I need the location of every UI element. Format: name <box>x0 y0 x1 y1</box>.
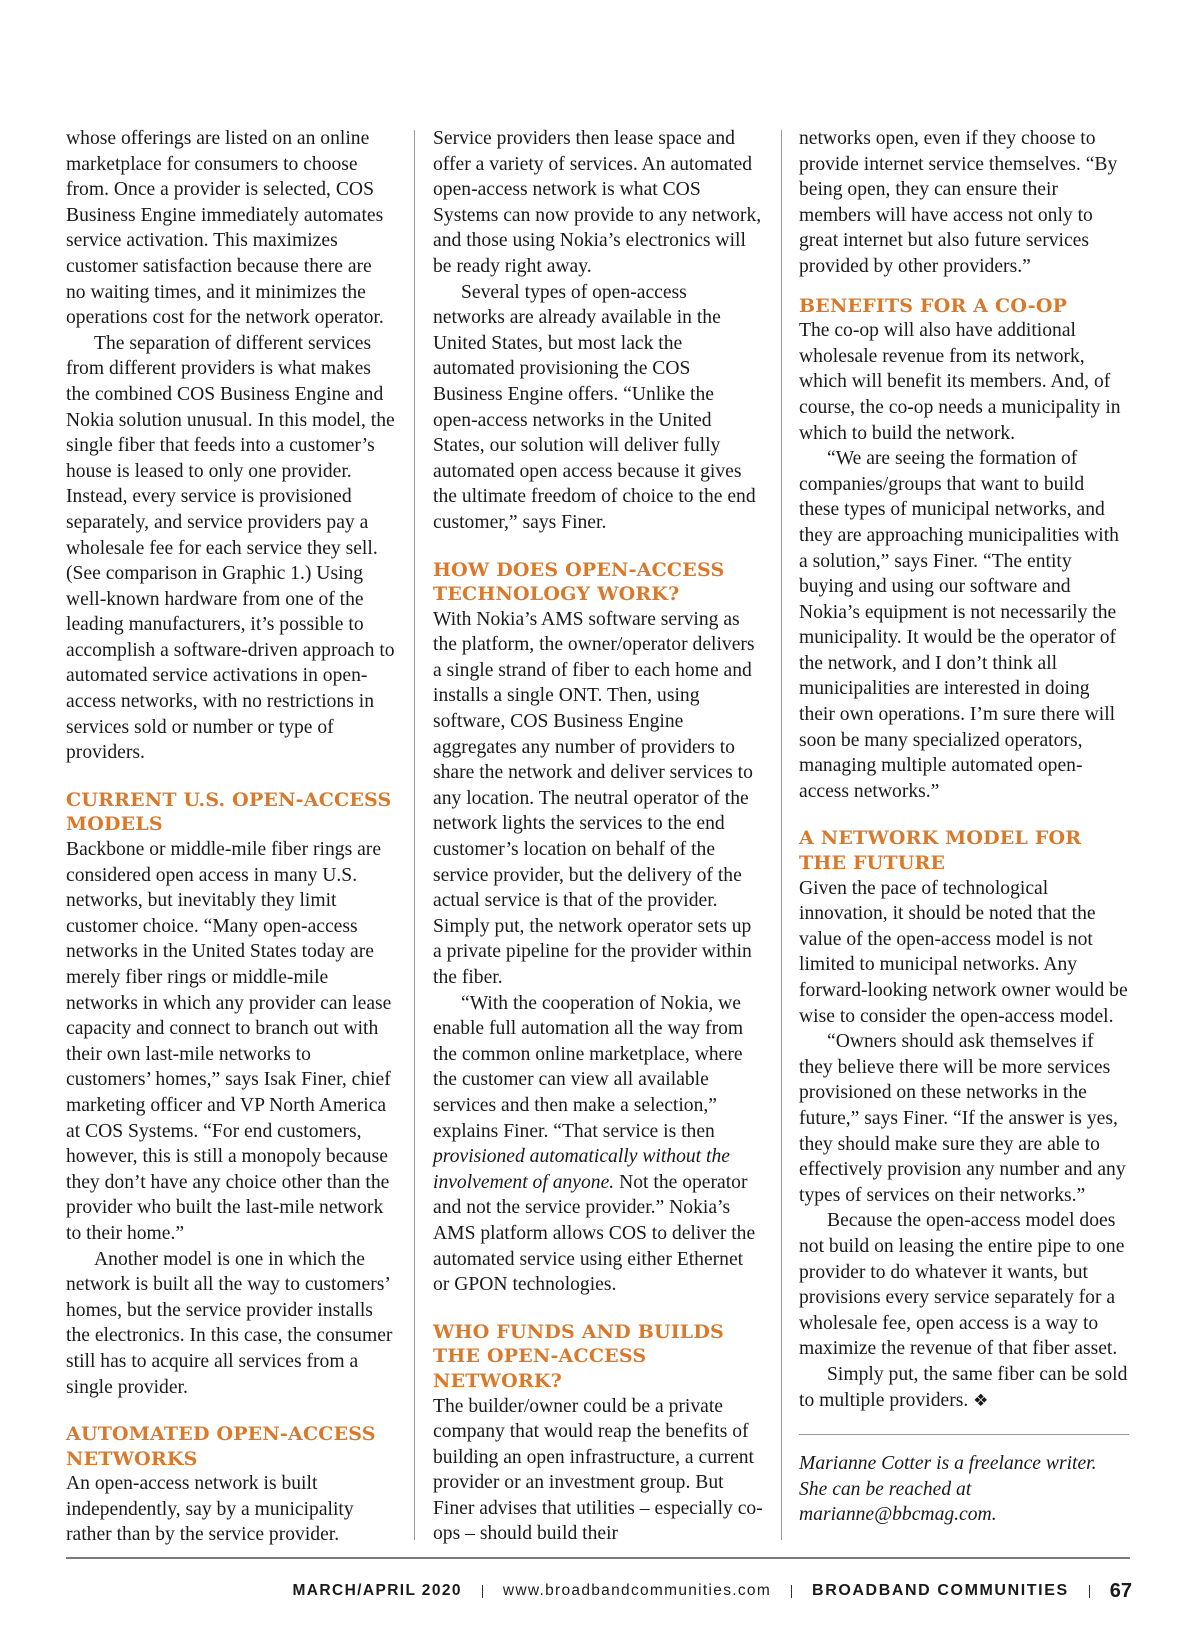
article-column-1 <box>66 126 396 1548</box>
paragraph: Backbone or middle-mile fiber rings are considered open access in many U.S. networks, but inevitably they limit customer choice. “Many open-access networks in the United States today are merely fiber rings or middle-mile networks in which any provider can lease capacity and connect to branch out with their own last-mile networks to customers’ homes,” says Isak Finer, chief marketing officer and VP North America at COS Systems. “For end customers, however, this is still a monopoly because they don’t have any choice other than the provider who built the last-mile network to their home.” <box>66 839 392 1244</box>
section-heading: AUTOMATED OPEN-ACCESS NETWORKS <box>66 1423 376 1470</box>
article-column-2 <box>433 126 763 1547</box>
paragraph: With Nokia’s AMS software serving as the platform, the owner/operator delivers a single strand of fiber to each home and installs a single ONT. Then, using software, COS Business Engine aggregates any number of providers to share the network and deliver services to any location. The neutral operator of the network lights the services to the end customer’s location on behalf of the service provider, but the delivery of the actual service is that of the provider. Simply put, the network operator sets up a private pipeline for the provider within the fiber. <box>433 608 755 988</box>
paragraph: Service providers then lease space and offer a variety of services. An automated open-access network is what COS Systems can now provide to any network, and those using Nokia’s electronics will be ready right away. <box>433 128 762 277</box>
paragraph: Another model is one in which the network is built all the way to customers’ homes, but the service provider installs the electronics. In this case, the consumer still has to acquire all services from a single provider. <box>66 1248 393 1398</box>
paragraph: “Owners should ask themselves if they believe there will be more services provisioned on these networks in the future,” says Finer. “If the answer is yes, they should make sure they are able to effectively provision any number and any types of services on their networks.” <box>799 1031 1126 1206</box>
page-number: 67 <box>1109 1579 1132 1602</box>
footer-divider <box>66 1557 1130 1559</box>
section-heading: HOW DOES OPEN-ACCESS TECHNOLOGY WORK? <box>433 558 725 606</box>
section-heading: WHO FUNDS AND BUILDS THE OPEN-ACCESS NETWORK? <box>433 1320 724 1392</box>
issue-date: MARCH/APRIL 2020 <box>292 1582 462 1599</box>
article-column-3 <box>799 126 1129 1528</box>
paragraph: networks open, even if they choose to provide internet service themselves. “By being open, they can ensure their members will have access not only to great internet but also future services provided by other providers.” <box>799 128 1118 277</box>
paragraph <box>799 1362 1129 1414</box>
section-heading: A NETWORK MODEL FOR THE FUTURE <box>799 827 1082 875</box>
paragraph-text: Not the operator and not the service provider.” Nokia’s AMS platform allows COS to deliver the automated service using either Ethernet or GPON technologies. <box>433 1171 756 1296</box>
author-bio: Marianne Cotter is a freelance writer. She can be reached at marianne@bbcmag.com. <box>799 1453 1097 1526</box>
section-heading: CURRENT U.S. OPEN-ACCESS MODELS <box>66 788 392 836</box>
footer-separator <box>482 1585 483 1598</box>
bio-divider <box>799 1434 1129 1435</box>
paragraph <box>433 991 763 1298</box>
footer-separator <box>1089 1585 1090 1598</box>
paragraph: An open-access network is built independently, say by a municipality rather than by the service provider. <box>66 1473 354 1546</box>
paragraph: The co-op will also have additional wholesale revenue from its network, which will benefit its members. And, of course, the co-op needs a municipality in which to build the network. <box>799 320 1121 444</box>
paragraph: Several types of open-access networks are already available in the United States, but most lack the automated provisioning the COS Business Engine offers. “Unlike the open-access networks in the United States, our solution will deliver fully automated open access because it gives the ultimate freedom of choice to the end customer,” says Finer. <box>433 281 756 533</box>
magazine-name: BROADBAND COMMUNITIES <box>812 1582 1069 1599</box>
footer-separator <box>791 1585 792 1598</box>
emphasis-text: provisioned automatically without the involvement of anyone. <box>433 1146 730 1193</box>
section-heading: BENEFITS FOR A CO-OP <box>799 294 1068 317</box>
end-mark-icon: ❖ <box>973 1390 989 1411</box>
website-link[interactable]: www.broadbandcommunities.com <box>502 1582 772 1599</box>
paragraph-text: “With the cooperation of Nokia, we enable full automation all the way from the common online marketplace, where the customer can view all available services and then make a selection,” explains Finer. “That service is then <box>433 992 744 1142</box>
paragraph: Because the open-access model does not build on leasing the entire pipe to one provider to do whatever it wants, but provisions every service separately for a wholesale fee, open access is a way to maximize the revenue of that fiber asset. <box>799 1210 1125 1360</box>
paragraph: The separation of different services from different providers is what makes the combined COS Business Engine and Nokia solution unusual. In this model, the single fiber that feeds into a customer’s house is leased to only one provider. Instead, every service is provisioned separately, and service providers pay a wholesale fee for each service they sell. (See comparison in Graphic 1.) Using well-known hardware from one of the leading manufacturers, it’s possible to accomplish a software-driven approach to automated service activations in open-access networks, with no restrictions in services sold or number or type of providers. <box>66 332 395 764</box>
page-footer <box>292 1576 1132 1606</box>
paragraph: “We are seeing the formation of companies/groups that want to build these types of municipal networks, and they are approaching municipalities with a solution,” says Finer. “The entity buying and using our software and Nokia’s equipment is not necessarily the municipality. It would be the operator of the network, and I don’t think all municipalities are interested in doing their own operations. I’m sure there will soon be many specialized operators, managing multiple automated open-access networks.” <box>799 448 1119 802</box>
paragraph-text: Simply put, the same fiber can be sold to multiple providers. <box>799 1363 1128 1411</box>
paragraph: Given the pace of technological innovation, it should be noted that the value of the open-access model is not limited to municipal networks. Any forward-looking network owner would be wise to consider the open-access model. <box>799 877 1128 1027</box>
paragraph: The builder/owner could be a private company that would reap the benefits of building an open infrastructure, a current provider or an investment group. But Finer advises that utilities – especially co-ops – should build their <box>433 1395 763 1545</box>
column-divider-2 <box>781 130 782 1540</box>
paragraph: whose offerings are listed on an online marketplace for consumers to choose from. Once a provider is selected, COS Business Engine immediately automates service activation. This maximizes customer satisfaction because there are no waiting times, and it minimizes the operations cost for the network operator. <box>66 128 384 329</box>
column-divider-1 <box>414 130 415 1540</box>
